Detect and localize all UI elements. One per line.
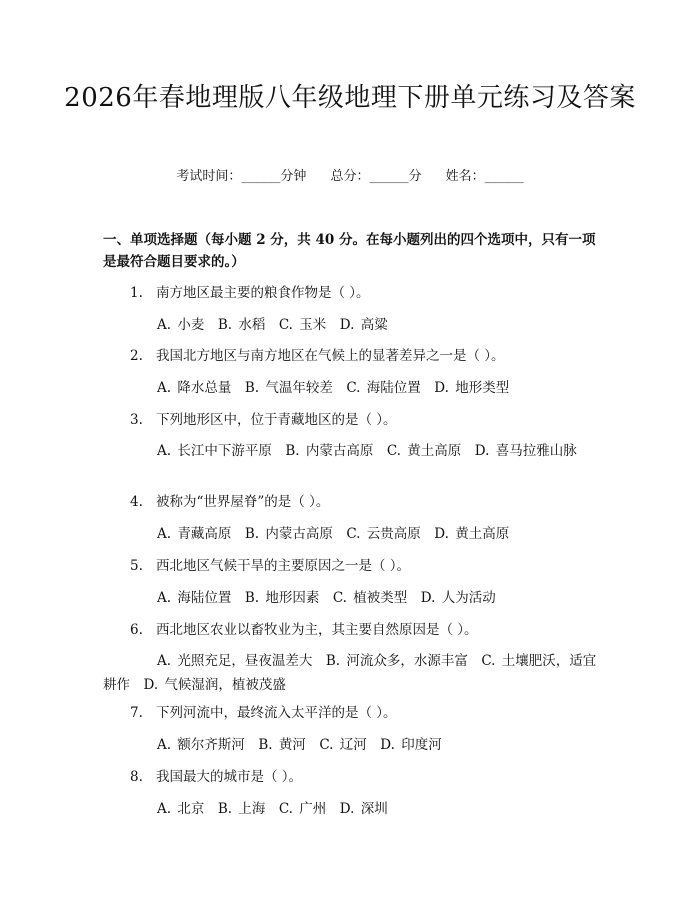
question-options: A. 海陆位置 B. 地形因素 C. 植被类型 D. 人为活动	[157, 590, 496, 606]
question-stem: 被称为“世界屋脊”的是（ ）。	[156, 494, 330, 510]
question-options: A. 青藏高原 B. 内蒙古高原 C. 云贵高原 D. 黄土高原	[157, 526, 510, 542]
question-number: 5.	[130, 558, 143, 574]
total-score-field: 总分：______分	[330, 169, 422, 184]
question-item	[103, 491, 603, 513]
student-name-field: 姓名：______	[445, 169, 524, 184]
question-number: 4.	[130, 494, 143, 510]
question-item	[103, 409, 603, 431]
question-stem: 我国最大的城市是（ ）。	[156, 769, 303, 785]
question-stem: 我国北方地区与南方地区在气候上的显著差异之一是（ ）。	[156, 348, 505, 364]
question-item	[103, 619, 603, 641]
document-title: 2026年春地理版八年级地理下册单元练习及答案	[64, 83, 636, 113]
question-stem: 下列河流中，最终流入太平洋的是（ ）。	[156, 705, 397, 721]
question-item	[103, 282, 603, 304]
exam-time-field: 考试时间：______分钟	[176, 169, 307, 184]
question-options: A. 小麦 B. 水稻 C. 玉米 D. 高粱	[157, 317, 388, 333]
question-item	[103, 555, 603, 577]
question-options: A. 北京 B. 上海 C. 广州 D. 深圳	[157, 801, 388, 817]
question-options: A. 光照充足，昼夜温差大 B. 河流众多，水源丰富 C. 土壤肥沃，适宜耕作 D. 气候湿润，植被茂盛	[103, 653, 597, 693]
question-stem: 下列地形区中，位于青藏地区的是（ ）。	[156, 412, 397, 428]
question-options: A. 额尔齐斯河 B. 黄河 C. 辽河 D. 印度河	[157, 737, 442, 753]
question-number: 2.	[130, 348, 143, 364]
question-stem: 西北地区农业以畜牧业为主，其主要自然原因是（ ）。	[156, 622, 478, 638]
question-number: 7.	[130, 705, 143, 721]
question-number: 8.	[130, 769, 143, 785]
question-options: A. 降水总量 B. 气温年较差 C. 海陆位置 D. 地形类型	[157, 380, 510, 396]
question-item	[103, 702, 603, 724]
question-number: 1.	[130, 285, 143, 301]
question-stem: 南方地区最主要的粮食作物是（ ）。	[156, 285, 370, 301]
question-stem: 西北地区气候干旱的主要原因之一是（ ）。	[156, 558, 411, 574]
question-item	[103, 345, 603, 367]
question-options: A. 长江中下游平原 B. 内蒙古高原 C. 黄土高原 D. 喜马拉雅山脉	[157, 443, 577, 459]
question-number: 3.	[130, 412, 143, 428]
section-heading: 一、单项选择题（每小题 2 分，共 40 分。在每小题列出的四个选项中，只有一项是最符合题目要求的。）	[103, 232, 596, 270]
exam-info-line	[0, 167, 700, 187]
question-item	[103, 766, 603, 788]
question-number: 6.	[130, 622, 143, 638]
